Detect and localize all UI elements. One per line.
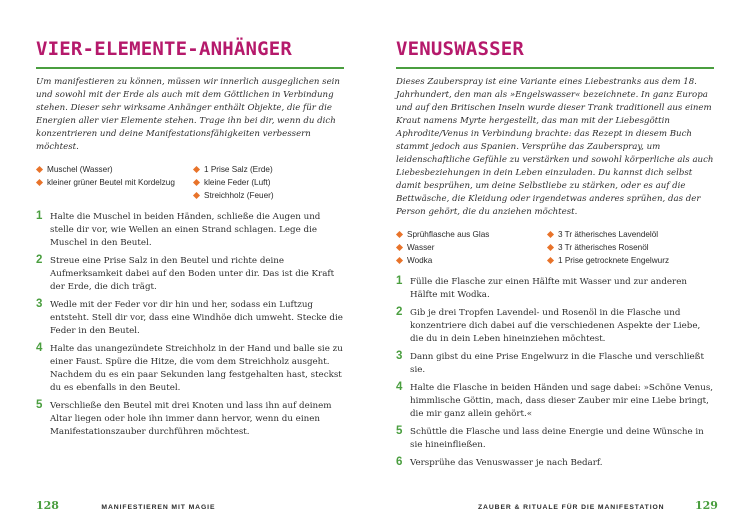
diamond-bullet-icon — [36, 165, 43, 172]
diamond-bullet-icon — [193, 178, 200, 185]
page-number-left: 128 — [36, 499, 59, 512]
right-footer — [478, 496, 718, 514]
step-item: 3 Dann gibst du eine Prise Engelwurz in die Flasche und verschließt sie. — [396, 349, 704, 375]
diamond-bullet-icon — [36, 178, 43, 185]
step-item: 5 Verschließe den Beutel mit drei Knoten und lass ihn auf deinem Altar liegen oder hole ihn immer dann hervor, wenn du einen Manifestationszauber durchführen möchtest. — [36, 398, 332, 437]
step-item: 3 Wedle mit der Feder vor dir hin und her, sodass ein Luftzug entsteht. Stell dir vor, dass eine Windhöe dich umweht. Stecke die Feder in den Beutel. — [36, 297, 343, 336]
material-item: 3 Tr ätherisches Rosenöl — [547, 241, 714, 254]
step-item: 6 Versprühe das Venuswasser je nach Bedarf. — [396, 455, 603, 468]
right-steps — [396, 276, 714, 470]
right-intro: Dieses Zauberspray ist eine Variante eines Liebestranks aus dem 18. Jahrhundert, den man als »Engelswasser« bezeichnete. In ganz Europa und auf den Britischen Inseln wurde dieser Trank traditionell aus einem Kraut namens Myrte hergestellt, das man mit der Liebesgöttin Aphrodite/Venus in Verbindung brachte: das Rezept in diesem Buch stammt jedoch aus Spanien. Versprühe das Zauberspray, um leidenschaftliche Gefühle zu verstärken und sowohl körperliche als auch Liebesbeziehungen in dein Leben einzuladen. Du kannst dich selbst damit besprühen, um deine Selbstliebe zu stärken, oder es auf die Bettwäsche, die Kleidung oder irgendetwas anderes sprühen, das der Person gehört, die du anziehen möchtest. — [396, 76, 714, 217]
material-item: kleine Feder (Luft) — [193, 176, 344, 189]
material-item: 3 Tr ätherisches Lavendelöl — [547, 228, 714, 241]
left-footer — [36, 496, 215, 514]
running-footer-right: ZAUBER & RITUALE FÜR DIE MANIFESTATION — [478, 504, 665, 511]
left-intro: Um manifestieren zu können, müssen wir innerlich ausgeglichen sein und sowohl mit der Erde als auch mit dem Göttlichen in Verbindung stehen. Dieser sehr wirksame Anhänger enthält Objekte, die für die Energien aller vier Elemente stehen. Trage ihn bei dir, wenn du dich konzentrieren und deine Manifestationsfähigkeiten verbessern möchtest. — [36, 76, 340, 152]
right-content — [396, 38, 714, 475]
diamond-bullet-icon — [547, 243, 554, 250]
step-item: 2 Gib je drei Tropfen Lavendel- und Rosenöl in die Flasche und konzentriere dich dabei auf die verschiedenen Aspekte der Liebe, die du in dein Leben hineinziehen möchtest. — [396, 305, 701, 344]
step-item: 4 Halte das unangezündete Streichholz in der Hand und balle sie zu einer Faust. Spüre die Hitze, die vom dem Streichholz ausgeht. Nachdem du es ein paar Sekunden lang festgehalten hast, steckst du es ebenfalls in den Beutel. — [36, 341, 343, 393]
step-item: 5 Schüttle die Flasche und lass deine Energie und deine Wünsche in sie hineinfließen. — [396, 424, 704, 450]
material-item: Wodka — [396, 254, 541, 267]
step-item: 1 Halte die Muschel in beiden Händen, schließe die Augen und stelle dir vor, wie Wellen an einen Strand schlagen. Lege die Muschel in den Beutel. — [36, 209, 321, 248]
running-footer-left: MANIFESTIEREN MIT MAGIE — [101, 504, 216, 511]
material-item: Streichholz (Feuer) — [193, 189, 344, 202]
material-item: 1 Prise Salz (Erde) — [193, 163, 344, 176]
left-title-rule — [36, 67, 344, 69]
material-item: Wasser — [396, 241, 541, 254]
material-item: Muschel (Wasser) — [36, 163, 187, 176]
right-title-rule — [396, 67, 714, 69]
material-item: Sprühflasche aus Glas — [396, 228, 541, 241]
material-item: 1 Prise getrocknete Engelwurz — [547, 254, 714, 267]
diamond-bullet-icon — [547, 230, 554, 237]
left-materials-list — [36, 163, 344, 202]
material-item: kleiner grüner Beutel mit Kordelzug — [36, 176, 187, 202]
right-materials-list — [396, 228, 714, 267]
step-item: 2 Streue eine Prise Salz in den Beutel und richte deine Aufmerksamkeit dabei auf den Boden unter dir. Das ist die Kraft der Erde, die dich trägt. — [36, 253, 335, 292]
diamond-bullet-icon — [193, 165, 200, 172]
diamond-bullet-icon — [547, 256, 554, 263]
left-steps — [36, 211, 344, 439]
diamond-bullet-icon — [193, 191, 200, 198]
left-content — [36, 38, 344, 444]
right-page — [375, 0, 750, 532]
right-title: VENUSWASSER — [396, 38, 525, 60]
diamond-bullet-icon — [396, 256, 403, 263]
diamond-bullet-icon — [396, 243, 403, 250]
left-title: VIER-ELEMENTE-ANHÄNGER — [36, 38, 293, 60]
step-item: 4 Halte die Flasche in beiden Händen und sage dabei: »Schöne Venus, himmlische Göttin, mach, dass dieser Zauber mir eine Liebe bringt, die mir ganz allein gehört.« — [396, 380, 714, 419]
step-item: 1 Fülle die Flasche zur einen Hälfte mit Wasser und zur anderen Hälfte mit Wodka. — [396, 274, 687, 300]
page-number-right: 129 — [694, 499, 718, 512]
diamond-bullet-icon — [396, 230, 403, 237]
